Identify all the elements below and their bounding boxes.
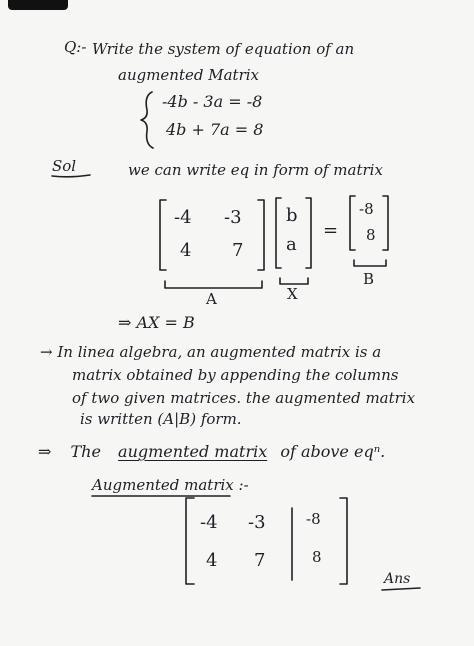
augmented-cell: 7 xyxy=(254,550,266,571)
solution-label: Sol xyxy=(52,157,77,175)
conclusion-augmented-matrix: augmented matrix xyxy=(118,442,268,461)
matrix-a-cell: 7 xyxy=(232,240,244,261)
augmented-heading: Augmented matrix :- xyxy=(92,476,249,494)
explanation-line-4: is written (A|B) form. xyxy=(80,410,242,428)
solution-intro: we can write eq in form of matrix xyxy=(128,161,383,179)
augmented-cell: -8 xyxy=(306,510,321,528)
question-line-2: augmented Matrix xyxy=(118,66,259,84)
matrix-b-cell: 8 xyxy=(366,226,376,244)
label-x: X xyxy=(287,285,298,303)
matrix-b-cell: -8 xyxy=(359,200,374,218)
ax-equals-b: ⇒ AX = B xyxy=(118,313,195,332)
matrix-a-cell: -4 xyxy=(174,207,192,228)
conclusion-rest: of above eqⁿ. xyxy=(280,442,386,461)
augmented-cell: -3 xyxy=(248,512,266,533)
answer-mark: Ans xyxy=(384,571,411,587)
augmented-cell: 4 xyxy=(206,550,218,571)
augmented-cell: -4 xyxy=(200,512,218,533)
explanation-line-3: of two given matrices. the augmented matrix xyxy=(72,389,416,407)
equation-1: -4b - 3a = -8 xyxy=(162,92,263,111)
equation-2: 4b + 7a = 8 xyxy=(166,120,264,139)
conclusion-the: The xyxy=(70,442,101,461)
matrix-x-cell: b xyxy=(286,205,298,226)
augmented-cell: 8 xyxy=(312,548,322,566)
explanation-line-2: matrix obtained by appending the columns xyxy=(72,366,399,384)
conclusion-arrow: ⇒ xyxy=(38,442,52,461)
label-b: B xyxy=(363,270,375,288)
label-a: A xyxy=(206,290,217,308)
matrix-a-cell: 4 xyxy=(180,240,192,261)
question-prefix: Q:- xyxy=(64,38,87,56)
conclusion-line xyxy=(38,442,385,461)
equals-sign: = xyxy=(323,220,339,241)
explanation-line-1: → In linea algebra, an augmented matrix is a xyxy=(40,343,382,361)
matrix-a-cell: -3 xyxy=(224,207,242,228)
matrix-x-cell: a xyxy=(286,234,297,255)
question-line-1: Write the system of equation of an xyxy=(92,40,355,58)
